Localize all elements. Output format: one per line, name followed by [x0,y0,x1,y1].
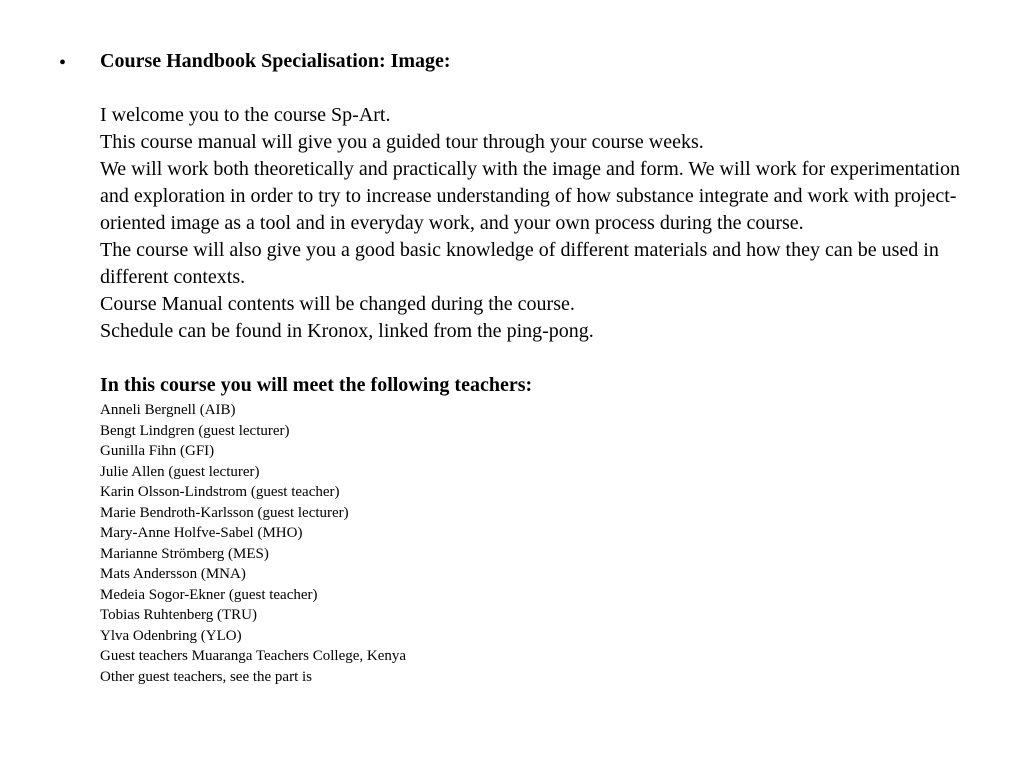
teacher-list [100,400,980,687]
teacher-item: Bengt Lindgren (guest lecturer) [100,422,290,439]
teacher-item: Ylva Odenbring (YLO) [100,627,242,644]
teacher-item: Karin Olsson-Lindstrom (guest teacher) [100,484,340,500]
teacher-item: Other guest teachers, see the part is [100,668,312,685]
teacher-item: Anneli Bergnell (AIB) [100,402,236,418]
slide-content [100,48,980,687]
teacher-item: Mary-Anne Holfve-Sabel (MHO) [100,525,303,541]
spacer [100,345,980,372]
teacher-item: Julie Allen (guest lecturer) [100,463,260,480]
teacher-item: Tobias Ruhtenberg (TRU) [100,607,257,623]
manual-paragraph: This course manual will give you a guided tour through your course weeks. [100,131,704,153]
intro-paragraph: I welcome you to the course Sp-Art. [100,104,391,126]
schedule-paragraph: Schedule can be found in Kronox, linked from the ping-pong. [100,320,594,342]
teacher-item: Gunilla Fihn (GFI) [100,443,215,459]
materials-paragraph: The course will also give you a good basic knowledge of different materials and how they can be used in different contexts. [100,239,939,288]
teacher-item: Marie Bendroth-Karlsson (guest lecturer) [100,504,349,521]
teacher-item: Medeia Sogor-Ekner (guest teacher) [100,586,318,603]
work-paragraph: We will work both theoretically and practically with the image and form. We will work for experimentation and exploration in order to try to increase understanding of how substance integrate and work with project-oriented image as a tool and in everyday work, and your own process during the course. [100,158,961,234]
teachers-heading: In this course you will meet the following teachers: [100,374,533,396]
bullet-marker: • [59,52,67,74]
spacer [100,75,980,102]
teacher-item: Guest teachers Muaranga Teachers College, Kenya [100,648,407,664]
contents-paragraph: Course Manual contents will be changed during the course. [100,293,575,315]
teacher-item: Marianne Strömberg (MES) [100,545,269,562]
slide-heading: Course Handbook Specialisation: Image: [100,50,451,72]
teacher-item: Mats Andersson (MNA) [100,566,246,582]
